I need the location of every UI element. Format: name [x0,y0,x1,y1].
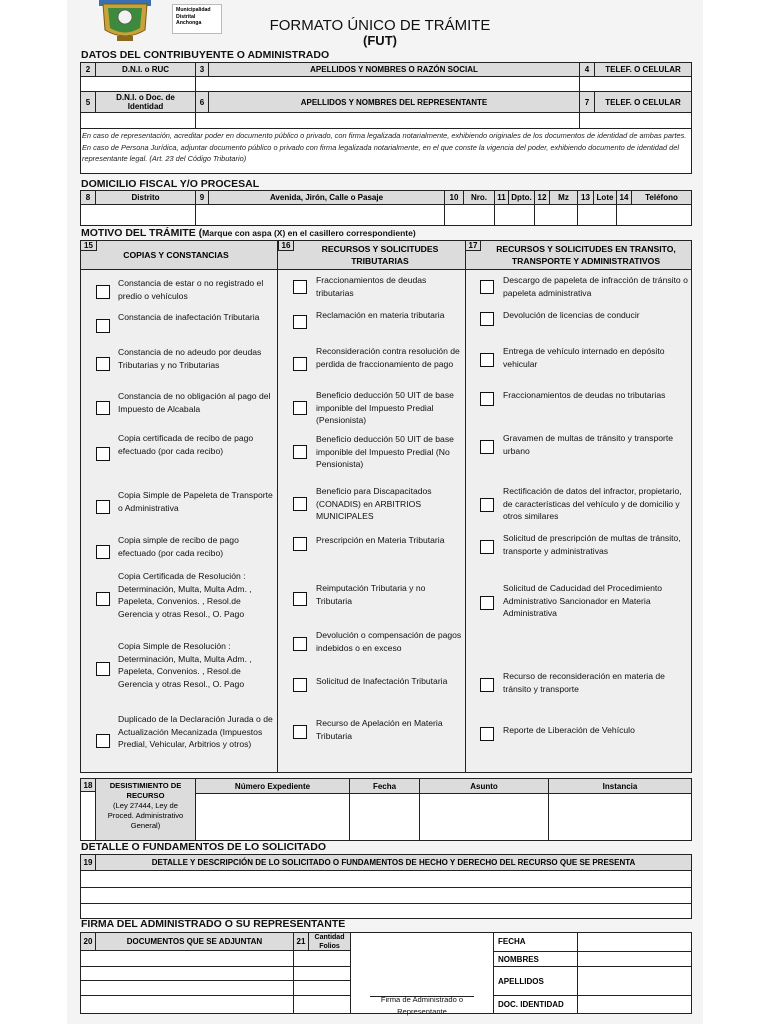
field-number-19: 19 [80,854,96,871]
field-number-14: 14 [616,190,632,205]
header-divider-1 [277,240,278,270]
apellidos-rep-header: APELLIDOS Y NOMBRES DEL REPRESENTANTE [208,91,580,113]
field-number-11: 11 [494,190,509,205]
nombres-value[interactable] [577,951,692,967]
copias-option-7: Copia simple de recibo de pago efectuado (por cada recibo) [118,535,239,558]
folios-row-2[interactable] [293,966,351,981]
docs-header: DOCUMENTOS QUE SE ADJUNTAN [95,932,294,951]
tributarias-checkbox-5[interactable] [293,445,307,459]
form-title: FORMATO ÚNICO DE TRÁMITE [269,17,491,34]
avenida-header: Avenida, Jirón, Calle o Pasaje [208,190,445,205]
transito-checkbox-5[interactable] [480,440,494,454]
fecha-header: Fecha [349,778,420,794]
field-number-9: 9 [195,190,209,205]
copias-option-8: Copia Certificada de Resolución : Determinación, Multa, Multa Adm. , Papeleta, Convenios. , Resol.de Gerencia y otras Resol., O. Pago [118,571,252,619]
cantidad-header: Cantidad Folios [308,932,351,951]
tributarias-option-2: Reclamación en materia tributaria [316,310,445,320]
detalle-header: DETALLE Y DESCRIPCIÓN DE LO SOLICITADO O FUNDAMENTOS DE HECHO Y DERECHO DEL RECURSO QUE SE PRESENTA [95,854,692,871]
transito-checkbox-9[interactable] [480,678,494,692]
folios-row-3[interactable] [293,980,351,996]
avenida-input[interactable] [195,204,445,226]
copias-checkbox-5[interactable] [96,447,110,461]
detalle-line-2[interactable] [80,887,692,904]
field-number-17: 17 [465,241,481,251]
representation-note: En caso de representación, acreditar poder en documento público o privado, con firma legalizada notarialmente, exhibiendo originales de los documentos de identidad de ambas partes. En caso de Persona Jurídica, adjuntar documento público o privado con firma legalizada notarialmente, en el que conste la vigencia del poder, exhibiendo documento de identidad del representante legal. (Art. 23 del Código Tributario) [80,128,692,174]
doc-row-2[interactable] [80,966,294,981]
transito-option-1: Descargo de papeleta de infracción de tránsito o papeleta administrativa [503,275,688,298]
asunto-header: Asunto [419,778,549,794]
logo [99,0,151,42]
field-number-16: 16 [278,241,294,251]
lote-input[interactable] [577,204,617,226]
folios-row-1[interactable] [293,950,351,967]
fecha-input[interactable] [349,793,420,841]
transito-checkbox-10[interactable] [480,727,494,741]
logo-text-line-2: Distrital [176,13,196,20]
transito-option-8: Solicitud de Caducidad del Procedimiento Administrativo Sancionador en Materia Administrativa [503,583,663,618]
logo-caption [172,4,222,34]
tributarias-option-8: Reimputación Tributaria y no Tributaria [316,583,426,606]
folios-row-4[interactable] [293,995,351,1014]
section-firma-title: FIRMA DEL ADMINISTRADO O SU REPRESENTANTE [81,918,346,930]
field-number-13: 13 [577,190,594,205]
distrito-header: Distrito [95,190,196,205]
nro-header: Nro. [463,190,495,205]
field-number-18: 18 [80,778,96,792]
header-divider-2 [465,240,466,270]
copias-option-9: Copia Simple de Resolución : Determinación, Multa, Multa Adm. , Papeleta, Convenios. , Resol.de Gerencia y otras Resol., O. Pago [118,641,252,689]
apellidos-label: APELLIDOS [498,977,544,986]
copias-checkbox-2[interactable] [96,319,110,333]
copias-option-10: Duplicado de la Declaración Jurada o de Actualización Mecanizada (Impuestos Predial, Vehicular, Arbitrios y otros) [118,714,273,749]
field-number-8: 8 [80,190,96,205]
tributarias-checkbox-7[interactable] [293,537,307,551]
doc-row-1[interactable] [80,950,294,967]
dni-ruc-input[interactable] [80,76,196,92]
tributarias-checkbox-10[interactable] [293,678,307,692]
motivo-title-main: MOTIVO DEL TRÁMITE ( [81,227,203,239]
field-number-20: 20 [80,932,96,951]
field-number-15: 15 [81,241,97,251]
tributarias-option-3: Reconsideración contra resolución de perdida de fraccionamiento de pago [316,346,460,369]
mz-input[interactable] [534,204,578,226]
field-number-4: 4 [579,62,595,77]
tributarias-checkbox-8[interactable] [293,592,307,606]
fecha-label: FECHA [498,937,526,946]
nombres-label: NOMBRES [498,955,539,964]
tributarias-option-5: Beneficio deducción 50 UIT de base imponible del Impuesto Predial (No Pensionista) [316,434,454,469]
doc-row-4[interactable] [80,995,294,1014]
transito-checkbox-2[interactable] [480,312,494,326]
transito-checkbox-3[interactable] [480,353,494,367]
field-number-2: 2 [80,62,96,77]
transito-checkbox-7[interactable] [480,540,494,554]
detalle-line-1[interactable] [80,870,692,888]
doc-row-3[interactable] [80,980,294,996]
logo-text-line-1: Municipalidad [176,7,211,13]
field-number-7: 7 [579,91,595,113]
transito-option-4: Fraccionamientos de deudas no tributarias [503,390,666,400]
copias-option-5: Copia certificada de recibo de pago efectuado (por cada recibo) [118,433,254,456]
copias-checkbox-10[interactable] [96,734,110,748]
desistimiento-label-cell [95,778,196,841]
col1-header: COPIAS Y CONSTANCIAS [123,249,229,260]
distrito-input[interactable] [80,204,196,226]
transito-option-9: Recurso de reconsideración en materia de tránsito y transporte [503,671,665,694]
field-number-10: 10 [444,190,464,205]
tributarias-checkbox-3[interactable] [293,357,307,371]
tributarias-checkbox-11[interactable] [293,725,307,739]
telefono-header: Teléfono [631,190,692,205]
field-number-5: 5 [80,91,96,113]
apellidos-value[interactable] [577,966,692,996]
telef-rep-input[interactable] [579,112,692,129]
copias-checkbox-7[interactable] [96,545,110,559]
copias-checkbox-8[interactable] [96,592,110,606]
col3-header: RECURSOS Y SOLICITUDES EN TRANSITO, TRANSPORTE Y ADMINISTRATIVOS [496,244,676,266]
copias-option-3: Constancia de no adeudo por deudas Tributarias y no Tributarias [118,347,262,370]
tributarias-option-6: Beneficio para Discapacitados (CONADIS) en ARBITRIOS MUNICIPALES [316,486,432,521]
transito-option-2: Devolución de licencias de conducir [503,310,640,320]
tributarias-checkbox-2[interactable] [293,315,307,329]
desistimiento-law: (Ley 27444, Ley de Proced. Administrativo General) [107,801,184,830]
form-subtitle: (FUT) [363,33,397,48]
desistimiento-number-tail [80,791,96,841]
telefono-input[interactable] [616,204,692,226]
body-divider-2 [465,269,466,773]
doc-label: DOC. IDENTIDAD [498,1000,564,1009]
telef-header: TELEF. O CELULAR [594,62,692,77]
field-number-3: 3 [195,62,209,77]
instancia-input[interactable] [548,793,692,841]
transito-checkbox-6[interactable] [480,498,494,512]
transito-option-6: Rectificación de datos del infractor, propietario, de características del vehículo y de domicilio y otros similares [503,486,682,521]
apellidos-rep-input[interactable] [195,112,580,129]
section-domicilio-title: DOMICILIO FISCAL Y/O PROCESAL [81,178,260,190]
dni-rep-input[interactable] [80,112,196,129]
copias-checkbox-6[interactable] [96,500,110,514]
copias-checkbox-3[interactable] [96,357,110,371]
telef-rep-header: TELEF. O CELULAR [594,91,692,113]
field-number-6: 6 [195,91,209,113]
doc-value[interactable] [577,995,692,1014]
dpto-header: Dpto. [508,190,535,205]
copias-checkbox-4[interactable] [96,401,110,415]
copias-option-2: Constancia de inafectación Tributaria [118,312,260,322]
transito-option-7: Solicitud de prescripción de multas de tránsito, transporte y administrativas [503,533,681,556]
copias-option-4: Constancia de no obligación al pago del Impuesto de Alcabala [118,391,271,414]
lote-header: Lote [593,190,617,205]
body-divider-1 [277,269,278,773]
tributarias-checkbox-9[interactable] [293,637,307,651]
col2-header: RECURSOS Y SOLICITUDES TRIBUTARIAS [321,244,439,266]
telef-input[interactable] [579,76,692,92]
transito-checkbox-8[interactable] [480,596,494,610]
mz-header: Mz [549,190,578,205]
copias-option-6: Copia Simple de Papeleta de Transporte o Administrativa [118,490,273,513]
section-motivo-title [81,227,416,239]
copias-checkbox-1[interactable] [96,285,110,299]
copias-checkbox-9[interactable] [96,662,110,676]
transito-option-5: Gravamen de multas de tránsito y transporte urbano [503,433,674,456]
detalle-line-3[interactable] [80,903,692,919]
motivo-title-note: Marque con aspa (X) en el casillero correspondiente) [202,228,416,238]
transito-checkbox-1[interactable] [480,280,494,294]
dni-rep-header: D.N.I. o Doc. de Identidad [95,91,196,113]
expediente-input[interactable] [195,793,350,841]
fecha-value[interactable] [577,932,692,952]
asunto-input[interactable] [419,793,549,841]
transito-option-3: Entrega de vehículo internado en depósito vehicular [503,346,665,369]
dni-ruc-header: D.N.I. o RUC [95,62,196,77]
expediente-header: Número Expediente [195,778,350,794]
tributarias-checkbox-1[interactable] [293,280,307,294]
tributarias-option-1: Fraccionamientos de deudas tributarias [316,275,427,298]
tributarias-option-7: Prescripción en Materia Tributaria [316,535,445,545]
apellidos-input[interactable] [195,76,580,92]
nro-input[interactable] [444,204,495,226]
field-number-12: 12 [534,190,550,205]
instancia-header: Instancia [548,778,692,794]
section-contribuyente-title: DATOS DEL CONTRIBUYENTE O ADMINISTRADO [81,49,330,61]
transito-checkbox-4[interactable] [480,392,494,406]
apellidos-header: APELLIDOS Y NOMBRES O RAZÓN SOCIAL [208,62,580,77]
dpto-input[interactable] [494,204,535,226]
desistimiento-label: DESISTIMIENTO DE RECURSO [109,781,182,800]
field-number-21: 21 [293,932,309,951]
tributarias-option-4: Beneficio deducción 50 UIT de base imponible del Impuesto Predial (Pensionista) [316,390,454,425]
tributarias-checkbox-6[interactable] [293,497,307,511]
logo-text-line-3: Anchonga [176,20,202,26]
tributarias-option-9: Devolución o compensación de pagos indebidos o en exceso [316,630,462,653]
signature-label: Firma de Administrado o Representante [380,995,464,1016]
tributarias-option-10: Solicitud de Inafectación Tributaria [316,676,448,686]
tributarias-option-11: Recurso de Apelación en Materia Tributaria [316,718,443,741]
section-detalle-title: DETALLE O FUNDAMENTOS DE LO SOLICITADO [81,841,326,853]
transito-option-10: Reporte de Liberación de Vehículo [503,725,635,735]
tributarias-checkbox-4[interactable] [293,401,307,415]
copias-option-1: Constancia de estar o no registrado el predio o vehículos [118,278,264,301]
